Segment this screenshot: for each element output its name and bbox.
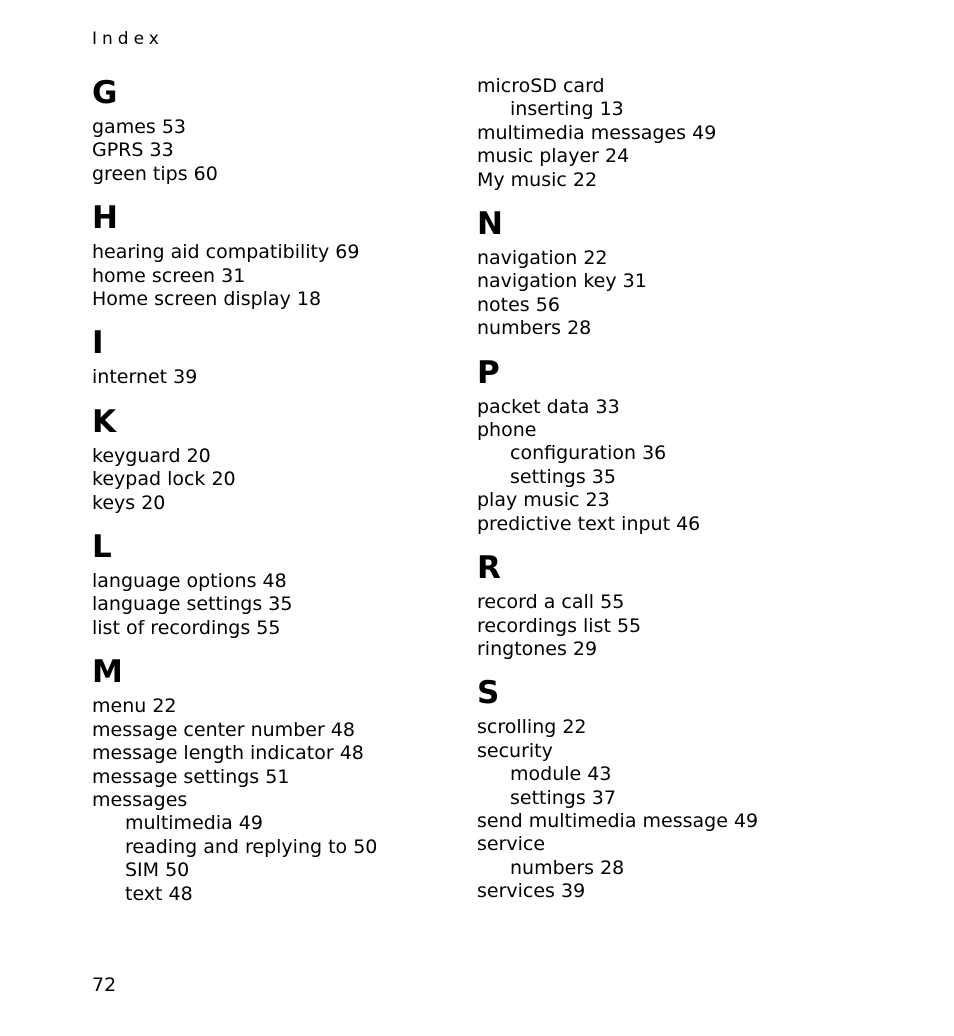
index-entry: internet 39 <box>92 366 198 389</box>
index-section-i <box>92 325 472 389</box>
index-entry: keypad lock 20 <box>92 468 236 491</box>
index-entry: numbers 28 <box>477 317 592 340</box>
section-letter: N <box>477 206 503 243</box>
index-entry: services 39 <box>477 880 586 903</box>
index-entry: packet data 33 <box>477 395 620 418</box>
index-entry: games 53 <box>92 116 187 138</box>
index-section-k <box>92 404 472 515</box>
index-entry: message center number 48 <box>92 718 355 741</box>
section-letter: S <box>477 675 500 712</box>
index-section-continued <box>477 75 857 192</box>
index-subentry: text 48 <box>125 882 193 905</box>
index-entry: list of recordings 55 <box>92 616 281 639</box>
index-subentry: numbers 28 <box>510 856 625 879</box>
index-entry: keyguard 20 <box>92 444 211 467</box>
index-entry: recordings list 55 <box>477 614 642 637</box>
index-section-n <box>477 206 857 341</box>
section-letter: G <box>92 75 118 111</box>
section-letter: P <box>477 354 500 391</box>
index-entry: keys 20 <box>92 491 166 514</box>
index-column-left <box>92 75 472 920</box>
index-section-h <box>92 200 472 311</box>
index-entry: service <box>477 833 546 856</box>
index-entry: My music 22 <box>477 168 598 191</box>
index-entry: home screen 31 <box>92 264 246 287</box>
index-entry: send multimedia message 49 <box>477 809 759 832</box>
section-letter: H <box>92 200 118 237</box>
index-entry: GPRS 33 <box>92 139 174 162</box>
index-column-right <box>477 75 857 918</box>
index-entry: message settings 51 <box>92 765 290 788</box>
section-letter: I <box>92 325 104 362</box>
index-subentry: multimedia 49 <box>125 812 263 835</box>
index-entry: messages <box>92 788 188 811</box>
index-section-p <box>477 355 857 536</box>
index-entry: music player 24 <box>477 145 630 168</box>
index-subentry: reading and replying to 50 <box>125 835 378 858</box>
index-entry: security <box>477 739 553 762</box>
index-entry: green tips 60 <box>92 162 218 185</box>
index-subentry: module 43 <box>510 763 612 786</box>
page-number: 72 <box>92 974 117 996</box>
index-section-l <box>92 529 472 640</box>
index-entry: language options 48 <box>92 570 287 593</box>
section-letter: M <box>92 654 123 691</box>
index-entry: phone <box>477 419 537 442</box>
index-entry: scrolling 22 <box>477 716 587 739</box>
section-letter: K <box>92 403 117 440</box>
section-letter: L <box>92 529 112 566</box>
index-subentry: settings 37 <box>510 786 616 809</box>
index-entry: ringtones 29 <box>477 637 598 660</box>
index-entry: notes 56 <box>477 293 560 316</box>
index-entry: record a call 55 <box>477 591 625 614</box>
index-entry: multimedia messages 49 <box>477 121 717 144</box>
index-entry: message length indicator 48 <box>92 742 364 765</box>
index-section-m <box>92 654 472 906</box>
index-subentry: inserting 13 <box>510 98 624 121</box>
index-entry: menu 22 <box>92 695 177 718</box>
index-subentry: configuration 36 <box>510 442 667 465</box>
index-section-g <box>92 75 472 186</box>
section-letter: R <box>477 550 501 587</box>
running-header: Index <box>92 29 164 49</box>
index-entry: hearing aid compatibility 69 <box>92 241 360 264</box>
index-entry: microSD card <box>477 75 605 97</box>
index-entry: language settings 35 <box>92 593 293 616</box>
index-subentry: SIM 50 <box>125 859 190 882</box>
index-entry: predictive text input 46 <box>477 512 701 535</box>
index-entry: Home screen display 18 <box>92 288 322 311</box>
index-entry: navigation key 31 <box>477 270 647 293</box>
index-entry: navigation 22 <box>477 247 608 270</box>
index-section-s <box>477 675 857 903</box>
index-entry: play music 23 <box>477 489 610 512</box>
index-section-r <box>477 550 857 661</box>
index-subentry: settings 35 <box>510 465 616 488</box>
